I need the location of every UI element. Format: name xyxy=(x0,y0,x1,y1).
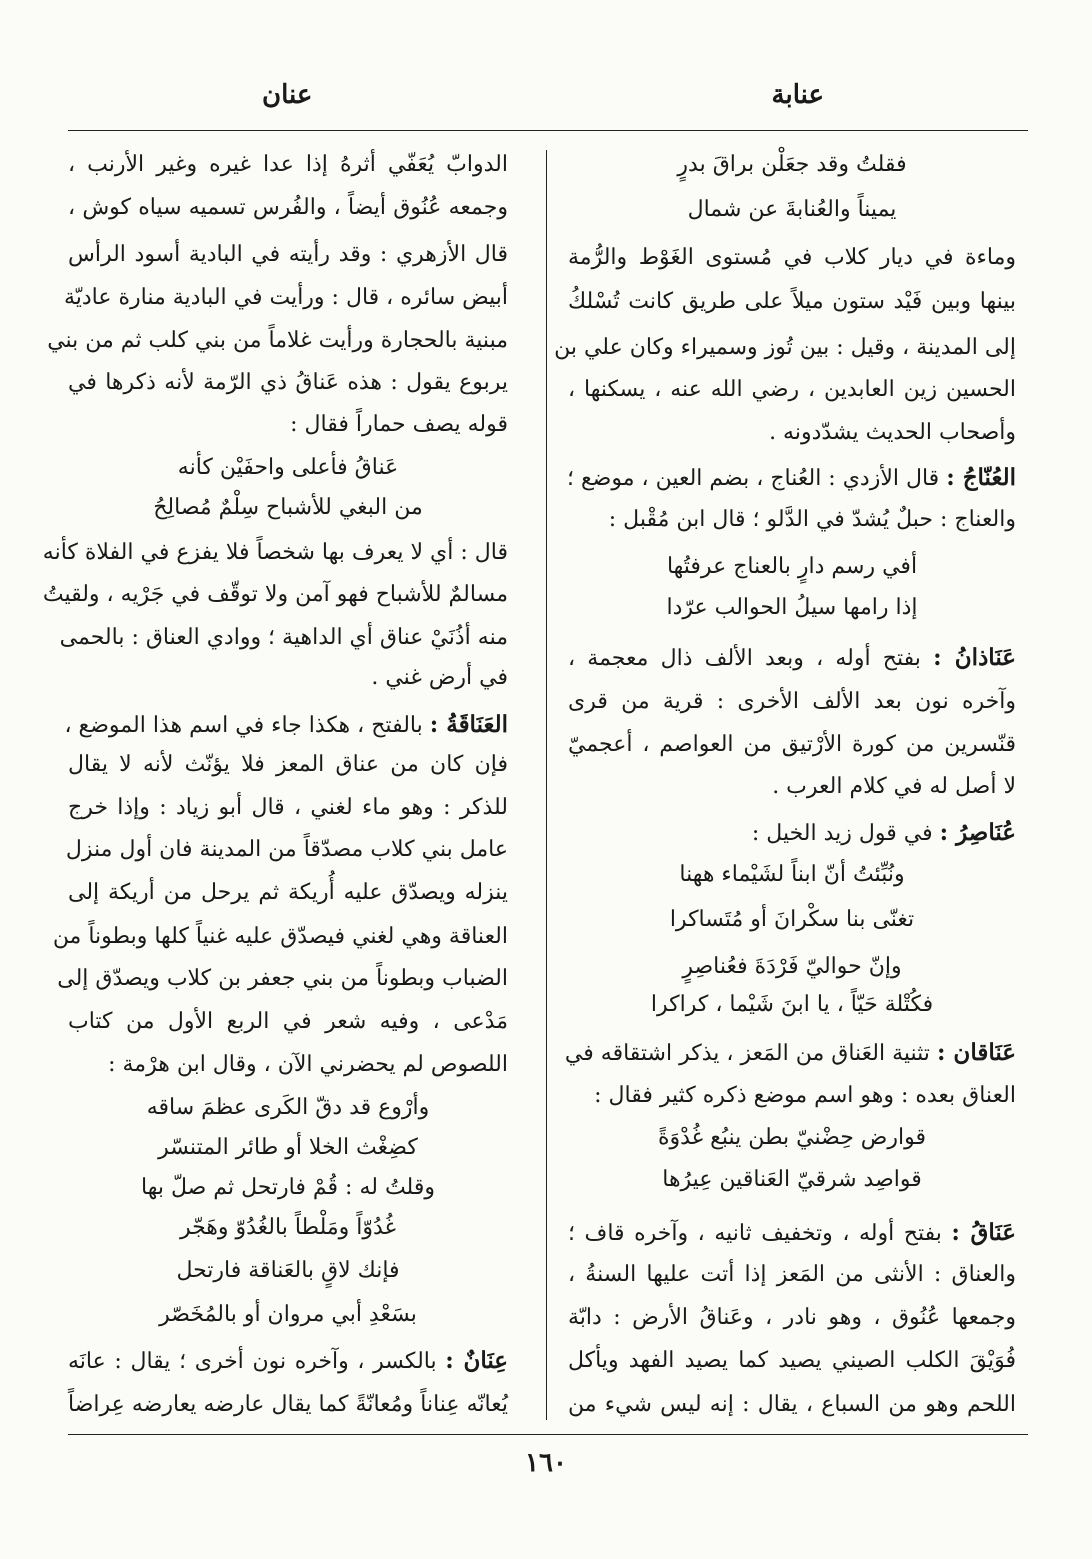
line-text: أبيض سائره ، قال : ورأيت في البادية منارة عاديّة xyxy=(63,285,508,310)
running-header-right: عنابة xyxy=(771,80,824,110)
verse-line xyxy=(568,1123,1016,1153)
text-line xyxy=(568,818,1016,849)
text-line xyxy=(568,1346,1016,1376)
text-line xyxy=(568,1390,1016,1420)
text-line xyxy=(568,1303,1016,1333)
line-text: بالفتح ، هكذا جاء في اسم هذا الموضع ، xyxy=(64,713,430,738)
line-text: بينها وبين فَيْد ستون ميلاً على طريق كانت تُسْلكُ xyxy=(568,289,1016,314)
line-text: وأرْوع قد دقّ الكَرى عظمَ ساقه xyxy=(146,1095,430,1120)
text-line xyxy=(568,505,1016,535)
verse-line xyxy=(68,453,508,483)
footer-rule xyxy=(68,1434,1028,1435)
text-line xyxy=(568,1081,1016,1111)
text-line xyxy=(68,793,508,823)
line-text: عَناقُ فأعلى واحفَيْن كأنه xyxy=(177,455,399,480)
line-text: والعناج : حبلٌ يُشدّ في الدَّلو ؛ قال ابن مُقْبل : xyxy=(608,507,1016,532)
verse-line xyxy=(568,860,1016,890)
entry-headword: عُنَاصِرُ : xyxy=(939,819,1016,846)
line-text: قال : أي لا يعرف بها شخصاً فلا يفزع في الفلاة كأنه xyxy=(42,540,508,565)
line-text: مبنية بالحجارة ورأيت غلاماً من بني كلب ثم من بني xyxy=(47,328,508,353)
line-text: وقلتُ له : قُمْ فارتحل ثم صلّ بها xyxy=(141,1175,435,1200)
verse-line xyxy=(68,1173,508,1203)
verse-line xyxy=(568,552,1016,582)
line-text: بفتح أوله ، وبعد الألف ذال معجمة ، xyxy=(568,646,934,671)
line-text: يربوع يقول : هذه عَناقُ ذي الرّمة لأنه ذكرها في xyxy=(68,370,508,395)
entry-headword: العَنَاقَةُ : xyxy=(429,711,508,738)
text-line xyxy=(568,418,1016,448)
line-text: في قول زيد الخيل : xyxy=(751,821,940,846)
line-text: تثنية العَناق من المَعز ، يذكر اشتقاقه في xyxy=(564,1041,937,1066)
text-line xyxy=(568,643,1016,674)
line-text: غُدُوّاً ومَلْطاً بالغُدُوّ وهَجّر xyxy=(179,1215,397,1240)
text-line xyxy=(59,623,508,653)
line-text: الحسين زين العابدين ، رضي الله عنه ، يسكنها ، xyxy=(568,377,1016,402)
line-text: ينزله ويصدّق عليه أُريكة ثم يرحل من أريكة إلى xyxy=(68,880,508,905)
text-line xyxy=(64,710,508,741)
text-line xyxy=(57,964,508,994)
text-line xyxy=(68,410,508,440)
verse-line xyxy=(68,1093,508,1123)
line-text: قال الأزدي : العُناج ، بضم العين ، موضع ؛ xyxy=(566,466,947,491)
text-line xyxy=(568,243,1016,273)
line-text: فُوَيْقَ الكلب الصيني يصيد كما يصيد الفهد ويأكل xyxy=(568,1348,1016,1373)
text-line xyxy=(568,375,1016,405)
line-text: إلى المدينة ، وقيل : بين تُوز وسميراء وكان علي بن xyxy=(554,335,1016,360)
text-line xyxy=(568,1218,1016,1249)
entry-headword: عِنَانٌ : xyxy=(445,1347,509,1374)
line-text: بالكسر ، وآخره نون أخرى ؛ يقال : عانَه xyxy=(68,1349,446,1374)
page-number: ١٦٠ xyxy=(525,1448,567,1478)
line-text: قنّسرين من كورة الأرْتيق من العواصم ، أعجميّ xyxy=(568,732,1016,757)
text-line xyxy=(554,333,1016,363)
verse-line xyxy=(568,195,1016,225)
text-line xyxy=(68,1007,508,1037)
verse-line xyxy=(568,1165,1016,1195)
line-text: العناقة وهي لغني فيصدّق عليه غنياً كلها وبطوناً من xyxy=(52,924,508,949)
text-line xyxy=(68,1390,508,1420)
text-line xyxy=(68,193,508,223)
text-line xyxy=(52,922,508,952)
text-line xyxy=(68,240,508,270)
running-header-left: عنان xyxy=(262,80,313,110)
line-text: والعناق : الأنثى من المَعز إذا أتت عليها السنةُ ، xyxy=(568,1262,1016,1287)
line-text: وأصحاب الحديث يشدّدونه . xyxy=(769,420,1016,445)
verse-line xyxy=(68,1133,508,1163)
line-text: يميناً والعُنابةَ عن شمال xyxy=(687,197,897,222)
verse-line xyxy=(568,990,1016,1020)
line-text: الضباب وبطوناً من بني جعفر بن كلاب ويصدّق إلى xyxy=(57,966,508,991)
line-text: عامل بني كلاب مصدّقاً من المدينة فان أول منزل xyxy=(65,837,508,862)
verse-line xyxy=(568,905,1016,935)
text-line xyxy=(568,287,1016,317)
line-text: وماءة في ديار كلاب في مُستوى الغَوْط والرُّمة xyxy=(568,245,1016,270)
line-text: أفي رسم دارٍ بالعناج عرفتُها xyxy=(666,554,918,579)
line-text: في أرض غني . xyxy=(371,665,508,690)
text-line xyxy=(68,1346,508,1377)
line-text: قال الأزهري : وقد رأيته في البادية أسود الرأس xyxy=(68,242,508,267)
verse-line xyxy=(68,493,508,523)
line-text: وإنّ حواليّ فَرْدَةَ فعُناصِرٍ xyxy=(682,954,902,979)
text-line xyxy=(68,878,508,908)
line-text: قوارض حِضْنيّ بطن ينبُع غُدْوَةً xyxy=(657,1125,927,1150)
text-line xyxy=(568,463,1016,494)
line-text: فإنك لاقٍ بالعَناقة فارتحل xyxy=(176,1258,400,1283)
line-text: وجمعها عُنُوق ، وهو نادر ، وعَناقُ الأرض : دابّة xyxy=(568,1305,1016,1330)
text-line xyxy=(42,580,508,610)
line-text: فقلتُ وقد جعَلْن براقَ بدرٍ xyxy=(677,152,907,177)
verse-line xyxy=(568,150,1016,180)
entry-headword: العُنّاجُ : xyxy=(946,464,1016,491)
header-rule xyxy=(68,130,1028,131)
verse-line xyxy=(68,1213,508,1243)
line-text: كضِغْث الخلا أو طائر المتنسّر xyxy=(158,1135,418,1160)
line-text: قواصِد شرقيّ العَناقين عِيرُها xyxy=(662,1167,922,1192)
text-line xyxy=(68,150,508,180)
line-text: من البغي للأشباح سِلْمٌ مُصالِحُ xyxy=(153,495,423,520)
line-text: اللصوص لم يحضرني الآن ، وقال ابن هرْمة : xyxy=(108,1052,508,1077)
entry-headword: عَنَاذانُ : xyxy=(933,644,1016,671)
line-text: وآخره نون بعد الألف الأخرى : قرية من قرى xyxy=(568,689,1016,714)
line-text: الدوابّ يُعَفّي أثرهُ إذا عدا غيره وغير الأرنب ، xyxy=(68,152,508,177)
text-line xyxy=(568,687,1016,717)
line-text: العناق بعده : وهو اسم موضع ذكره كثير فقال : xyxy=(594,1083,1016,1108)
line-text: بفتح أوله ، وتخفيف ثانيه ، وآخره قاف ؛ xyxy=(568,1221,952,1246)
line-text: قوله يصف حماراً فقال : xyxy=(290,412,508,437)
entry-headword: عَنَاقان : xyxy=(936,1039,1016,1066)
line-text: مَدْعى ، وفيه شعر في الربع الأول من كتاب xyxy=(68,1009,508,1034)
text-line xyxy=(42,538,508,568)
text-line xyxy=(568,730,1016,760)
line-text: إذا رامها سيلُ الحوالب عرّدا xyxy=(666,595,918,620)
line-text: منه أذُنَيْ عناق أي الداهية ؛ ووادي العناق : بالحمى xyxy=(59,625,508,650)
line-text: يُعانّه عِناناً ومُعانّةً كما يقال عارضه يعارضه عِراضاً xyxy=(68,1392,508,1417)
line-text: اللحم وهو من السباع ، يقال : إنه ليس شيء من xyxy=(568,1392,1016,1417)
line-text: للذكر : وهو ماء لغني ، قال أبو زياد : وإذا خرج xyxy=(68,795,508,820)
line-text: ونُبِّئتُ أنّ ابناً لشَيْماء ههنا xyxy=(679,862,905,887)
line-text: وجمعه عُنُوق أيضاً ، والفُرس تسميه سياه كوش ، xyxy=(68,195,508,220)
text-line xyxy=(65,835,508,865)
line-text: بسَعْدِ أبي مروان أو بالمُخَصّر xyxy=(159,1302,417,1327)
verse-line xyxy=(68,1300,508,1330)
verse-line xyxy=(68,1256,508,1286)
text-line xyxy=(68,1050,508,1080)
text-line xyxy=(568,772,1016,802)
text-line xyxy=(68,750,508,780)
verse-line xyxy=(568,593,1016,623)
verse-line xyxy=(568,952,1016,982)
text-line xyxy=(63,283,508,313)
text-line xyxy=(568,1260,1016,1290)
text-line xyxy=(564,1038,1016,1069)
column-divider xyxy=(546,150,547,1420)
text-line xyxy=(68,368,508,398)
text-line xyxy=(47,326,508,356)
line-text: فإن كان من عناق المعز فلا يؤنّث لأنه لا يقال xyxy=(68,752,508,777)
text-line xyxy=(68,663,508,693)
line-text: تغنّى بنا سكْرانَ أو مُتَساكرا xyxy=(669,907,915,932)
line-text: مسالمٌ للأشباح فهو آمن ولا توقّف في جَرْيه ، ولقيتُ xyxy=(42,582,508,607)
entry-headword: عَنَاقُ : xyxy=(951,1219,1016,1246)
line-text: فكُتْلة حَيّاً ، يا ابنَ شَيْما ، كراكرا xyxy=(650,992,934,1017)
line-text: لا أصل له في كلام العرب . xyxy=(772,774,1016,799)
